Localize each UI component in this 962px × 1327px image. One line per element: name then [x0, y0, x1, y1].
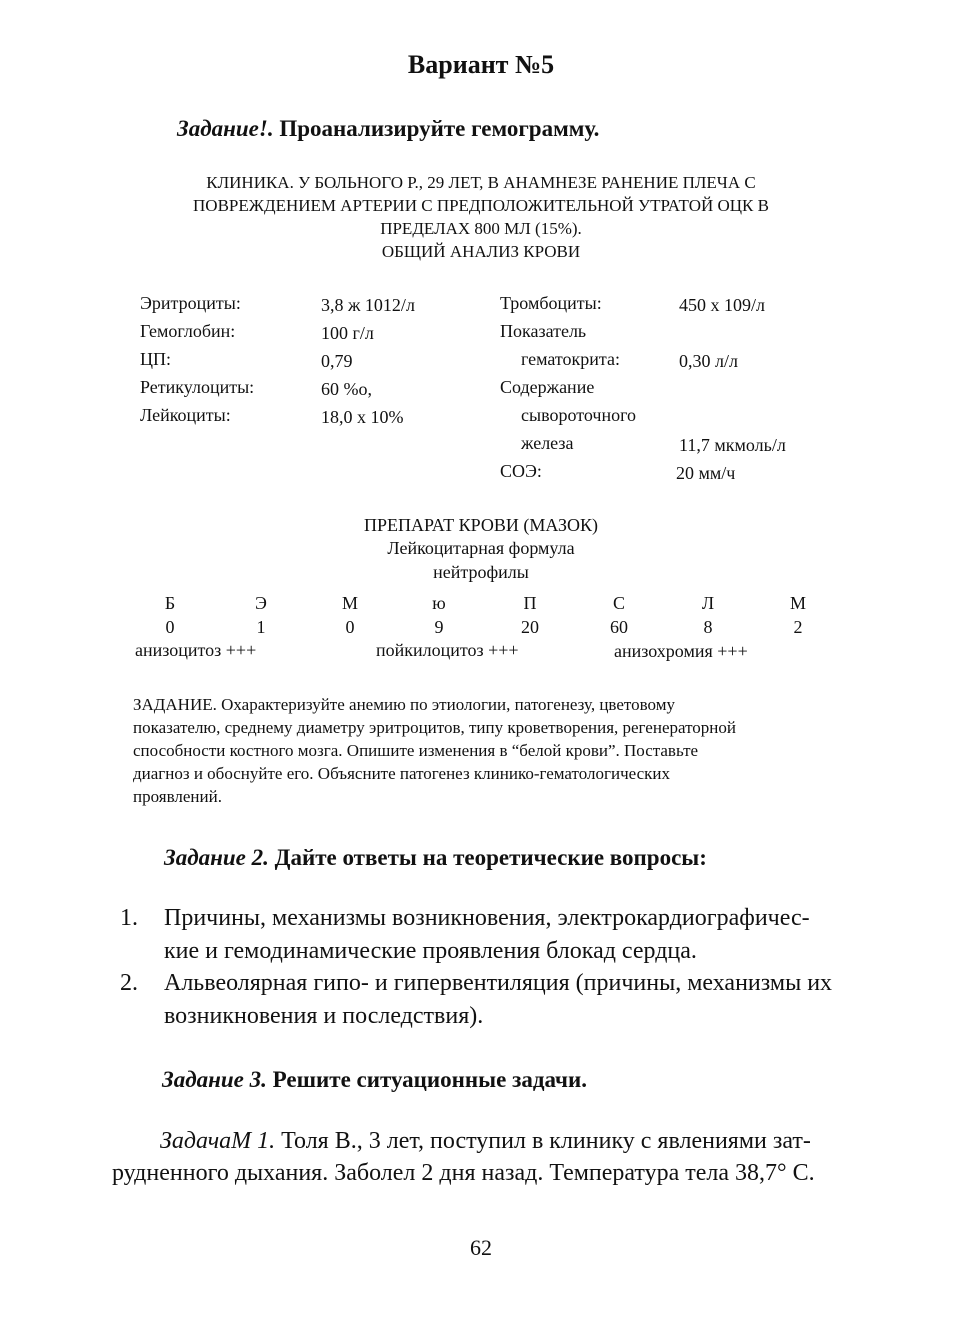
param-value-erythrocytes: 3,8 ж 1012/л [321, 295, 415, 315]
task2-label: Задание 2. [164, 845, 269, 870]
question-1-line-1: Причины, механизмы возникновения, электрокардиографичес- [164, 905, 810, 931]
formula-header-yu: ю [432, 593, 446, 613]
problem-text-1: Толя В., 3 лет, поступил в клинику с явлениями зат- [281, 1128, 811, 1154]
param-name-iron-1: Содержание [500, 377, 595, 397]
formula-value-p: 20 [521, 617, 539, 637]
assignment-line-3: способности костного мозга. Опишите изменения в “белой крови”. Поставьте [133, 741, 699, 760]
morphology-poikilocytosis: пойкилоцитоз +++ [376, 640, 519, 660]
param-name-leukocytes: Лейкоциты: [140, 405, 231, 425]
formula-title: Лейкоцитарная формула [387, 538, 575, 558]
param-value-thrombocytes: 450 х 109/л [679, 295, 765, 315]
assignment-line-1: ЗАДАНИЕ. Охарактеризуйте анемию по этиологии, патогенезу, цветовому [133, 695, 675, 714]
question-2-line-2: возникновения и последствия). [164, 1003, 484, 1029]
assignment-line-2: показателю, среднему диаметру эритроцитов, типу кроветворения, регенераторной [133, 718, 737, 737]
question-1-number: 1. [120, 905, 138, 931]
param-value-esr: 20 мм/ч [676, 463, 736, 483]
param-value-iron: 11,7 мкмоль/л [679, 435, 786, 455]
param-name-hemoglobin: Гемоглобин: [140, 321, 236, 341]
morphology-anisochromia: анизохромия +++ [614, 641, 748, 661]
morphology-anisocytosis: анизоцитоз +++ [135, 640, 257, 660]
param-name-iron-2: сывороточного [521, 405, 637, 425]
formula-header-m: М [341, 593, 358, 613]
problem-line-1 [160, 1128, 811, 1155]
formula-value-b: 0 [165, 617, 175, 637]
neutrophils-title: нейтрофилы [433, 562, 529, 582]
problem-line-2: рудненного дыхания. Заболел 2 дня назад. Температура тела 38,7° С. [112, 1160, 815, 1186]
clinic-line-3: ПРЕДЕЛАХ 800 МЛ (15%). [380, 219, 582, 238]
param-name-erythrocytes: Эритроциты: [140, 293, 241, 313]
task1-label: Задание!. [177, 116, 274, 141]
param-value-hemoglobin: 100 г/л [321, 323, 374, 343]
problem-label: ЗадачаМ 1. [160, 1128, 276, 1154]
smear-title: ПРЕПАРАТ КРОВИ (МАЗОК) [364, 515, 598, 535]
param-value-leukocytes: 18,0 х 10% [321, 407, 404, 427]
task2-header [164, 845, 707, 871]
question-2-number: 2. [120, 970, 138, 996]
formula-header-p: П [523, 593, 537, 613]
formula-value-l: 8 [703, 617, 713, 637]
clinic-line-1: КЛИНИКА. У БОЛЬНОГО Р., 29 ЛЕТ, В АНАМНЕЗЕ РАНЕНИЕ ПЛЕЧА С [206, 173, 756, 192]
task3-header [162, 1067, 587, 1093]
task3-heading: Решите ситуационные задачи. [272, 1067, 588, 1092]
param-name-thrombocytes: Тромбоциты: [500, 293, 602, 313]
task2-heading: Дайте ответы на теоретические вопросы: [274, 845, 707, 870]
task3-label: Задание 3. [162, 1067, 267, 1092]
param-name-hematocrit-2: гематокрита: [521, 349, 621, 369]
formula-header-l: Л [701, 593, 715, 613]
formula-header-s: С [612, 593, 625, 613]
param-value-reticulocytes: 60 %о, [321, 379, 372, 399]
param-value-hematocrit: 0,30 л/л [679, 351, 738, 371]
param-name-reticulocytes: Ретикулоциты: [140, 377, 255, 397]
formula-header-b: Б [164, 593, 176, 613]
formula-value-yu: 9 [434, 617, 444, 637]
task1-header [177, 116, 599, 142]
page-title: Вариант №5 [407, 50, 555, 79]
formula-value-e: 1 [256, 617, 266, 637]
param-name-color-index: ЦП: [140, 349, 171, 369]
formula-header-mo: М [789, 593, 806, 613]
param-name-hematocrit-1: Показатель [500, 321, 587, 341]
analysis-title: ОБЩИЙ АНАЛИЗ КРОВИ [381, 242, 581, 261]
formula-value-s: 60 [610, 617, 628, 637]
param-name-iron-3: железа [521, 433, 574, 453]
formula-header-e: Э [255, 593, 267, 613]
formula-value-mo: 2 [793, 617, 803, 637]
page-number: 62 [470, 1235, 492, 1260]
task1-heading: Проанализируйте гемограмму. [279, 116, 600, 141]
assignment-line-4: диагноз и обоснуйте его. Объясните патогенез клинико-гематологических [133, 764, 670, 783]
param-value-color-index: 0,79 [321, 351, 353, 371]
formula-value-m: 0 [345, 617, 355, 637]
param-name-esr: СОЭ: [500, 461, 542, 481]
assignment-line-5: проявлений. [133, 787, 222, 806]
clinic-line-2: ПОВРЕЖДЕНИЕМ АРТЕРИИ С ПРЕДПОЛОЖИТЕЛЬНОЙ УТРАТОЙ ОЦК В [193, 196, 769, 215]
question-2-line-1: Альвеолярная гипо- и гипервентиляция (причины, механизмы их [164, 970, 833, 996]
question-1-line-2: кие и гемодинамические проявления блокад сердца. [164, 938, 697, 964]
